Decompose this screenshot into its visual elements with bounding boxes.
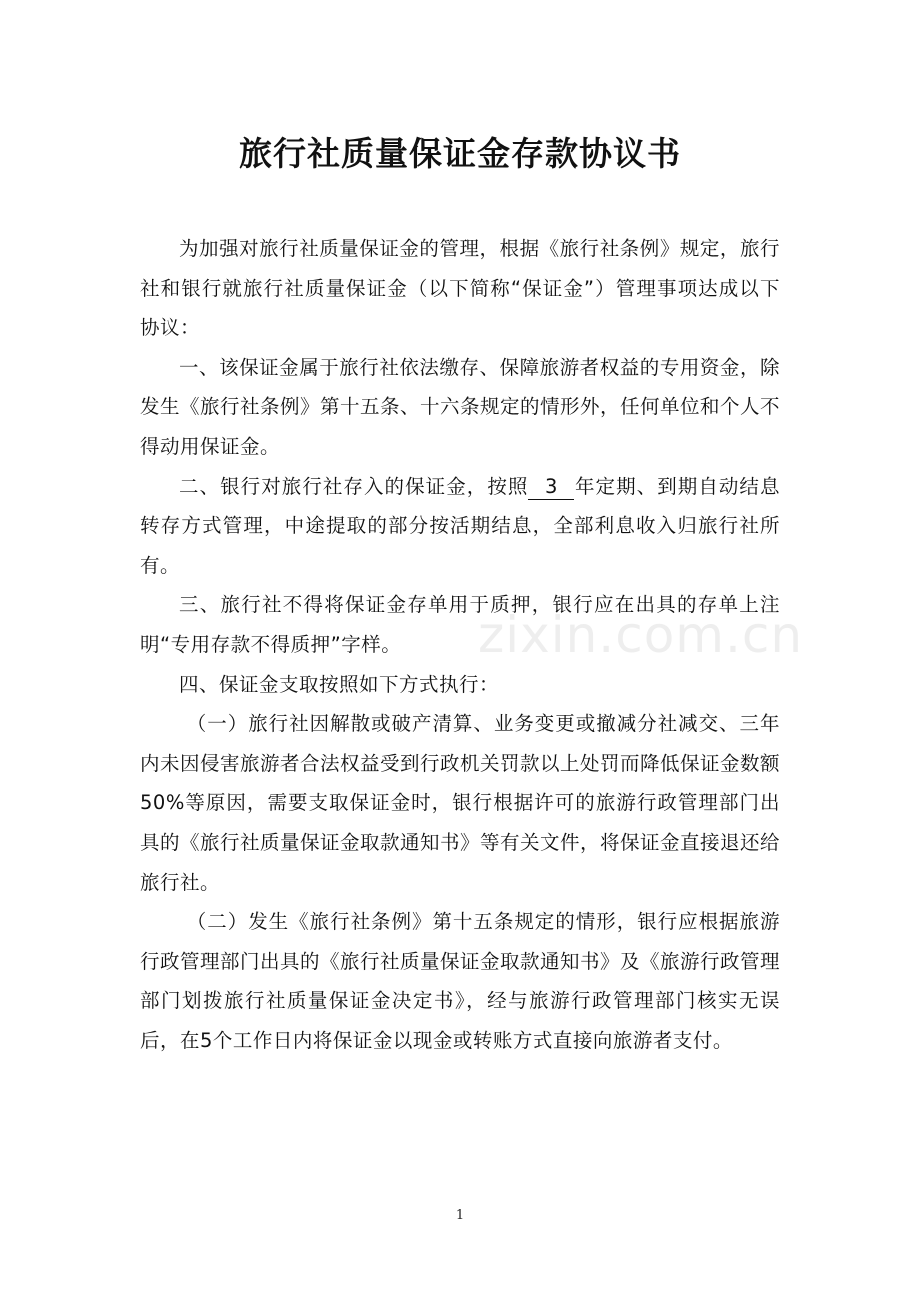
deposit-term-years-blank: 3 <box>528 475 574 500</box>
watermark: zixin.com.cn <box>478 606 804 664</box>
clause-2-text-after: 年定期、到期自动结息转存方式管理，中途提取的部分按活期结息，全部利息收入归旅行社所有。 <box>140 474 780 577</box>
clause-2-text-before: 二、银行对旅行社存入的保证金，按照 <box>179 474 529 498</box>
intro-paragraph: 为加强对旅行社质量保证金的管理，根据《旅行社条例》规定，旅行社和银行就旅行社质量保证金（以下简称“保证金”）管理事项达成以下协议： <box>140 237 780 340</box>
clause-1-paragraph: 一、该保证金属于旅行社依法缴存、保障旅游者权益的专用资金，除发生《旅行社条例》第十五条、十六条规定的情形外，任何单位和个人不得动用保证金。 <box>140 355 781 458</box>
clause-4-paragraph: 四、保证金支取按照如下方式执行： <box>179 672 500 696</box>
clause-2-paragraph <box>140 467 780 586</box>
page-number: 1 <box>455 1208 465 1223</box>
document-title: 旅行社质量保证金存款协议书 <box>239 134 681 173</box>
clause-4-1-paragraph: （一）旅行社因解散或破产清算、业务变更或撤减分社减交、三年内未因侵害旅游者合法权益受到行政机关罚款以上处罚而降低保证金数额50%等原因，需要支取保证金时，银行根据许可的旅游行政管理部门出具的《旅行社质量保证金取款通知书》等有关文件，将保证金直接退还给旅行社。 <box>140 712 781 894</box>
clause-4-2-paragraph: （二）发生《旅行社条例》第十五条规定的情形，银行应根据旅游行政管理部门出具的《旅行社质量保证金取款通知书》及《旅游行政管理部门划拨旅行社质量保证金决定书》，经与旅游行政管理部门核实无误后，在5个工作日内将保证金以现金或转账方式直接向旅游者支付。 <box>140 910 781 1052</box>
clause-3-paragraph: 三、旅行社不得将保证金存单用于质押，银行应在出具的存单上注明“专用存款不得质押”字样。 <box>140 593 780 656</box>
